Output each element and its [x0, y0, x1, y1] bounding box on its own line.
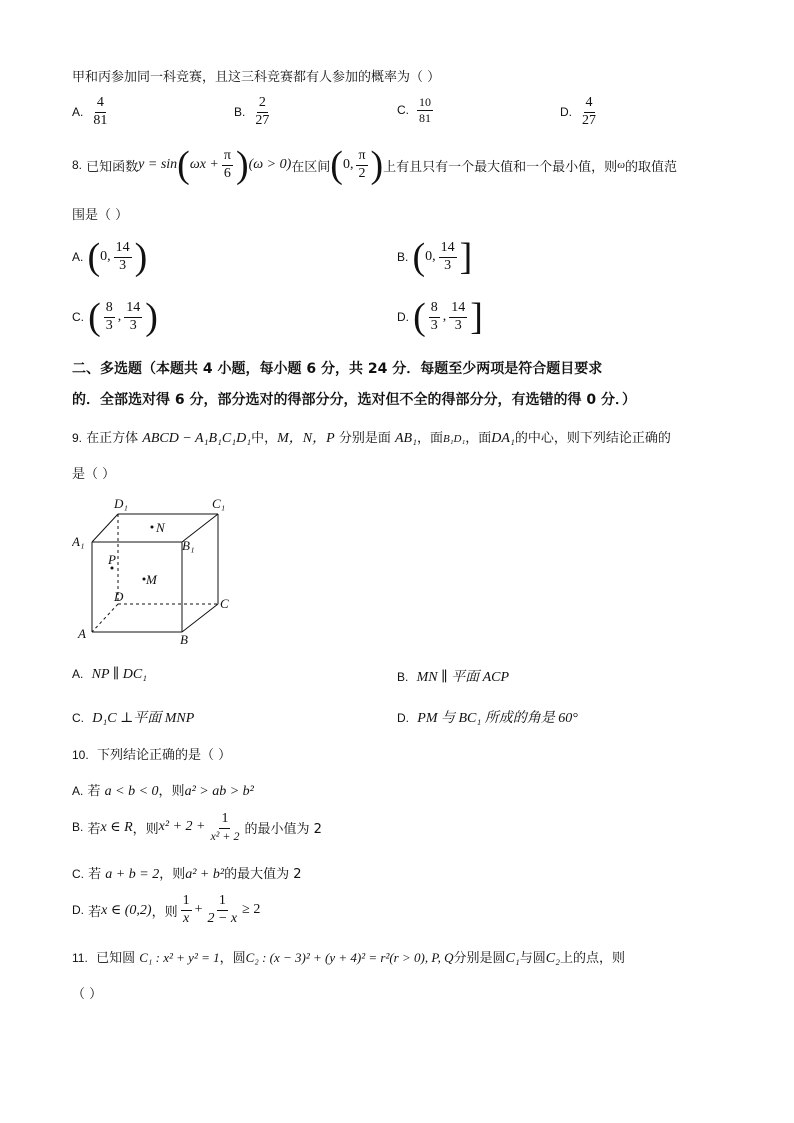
q8-stem: 8. 已知函数 y = sin ( ωx + $\frac{\pi}{6}$ ) (ω > 0) 在区间 ( 0, $\frac{\pi}{2}$ ) 上有且只有一个最大值和一个最小值，则 ω 的取值范 — [72, 144, 677, 186]
label-d: D — [114, 589, 124, 604]
fraction: $\frac{1}{\text{x² + 2}}$ — [210, 811, 240, 843]
fraction: $\frac{14}{3}$ — [115, 239, 130, 273]
q10-option-b[interactable]: B. 若 x ∈ R ，则 x² + 2 + $\frac{1}{\text{x² + 2}}$ 的最小值为 2 — [72, 811, 322, 843]
fraction: $\frac{2}{27}$ — [255, 95, 270, 128]
q10-option-d[interactable]: D. 若 x ∈ (0,2) ，则 $\frac{1}{x}$ + $\frac{1}{2 - x}$ ≥ 2 — [72, 893, 261, 926]
label-a: A — [78, 626, 86, 641]
q11-stem: 11. 已知圆 C₁ : x² + y² = 1，圆C₂ : (x − 3)² + (y + 4)² = r²(r > 0), P, Q分别是圆C₁与圆C₂上的点，则 — [72, 950, 625, 966]
fraction: $\frac{10}{81}$ — [419, 95, 431, 125]
cube-figure — [72, 492, 242, 652]
q8-stem-cont: 围是（ ） — [72, 208, 129, 223]
label-b1: B₁ — [182, 538, 195, 553]
q8-option-c[interactable]: C. ( $\frac{8}{3}$ , $\frac{14}{3}$ ) — [72, 296, 158, 338]
point-n — [151, 526, 154, 529]
section-heading-line1: 二、多选题（本题共 4 小题，每小题 6 分，共 24 分．每题至少两项是符合题目要求 — [72, 361, 603, 377]
q7-stem: 甲和丙参加同一科竞赛，且这三科竞赛都有人参加的概率为（ ） — [72, 70, 441, 85]
fraction: $\frac{4}{27}$ — [582, 95, 596, 128]
q9-option-b[interactable]: B. MN ∥ 平面 ACP — [397, 670, 510, 685]
q7-option-b[interactable]: B. $\frac{2}{27}$ — [234, 95, 270, 128]
label-c1: C₁ — [212, 496, 226, 511]
q8-option-a[interactable]: A. ( 0, $\frac{14}{3}$ ) — [72, 236, 148, 278]
fraction: $\frac{4}{81}$ — [93, 95, 108, 128]
q9-option-c[interactable]: C. D₁C ⊥平面 MNP — [72, 711, 195, 726]
label-n: N — [156, 520, 165, 535]
fraction: $\frac{14}{3}$ — [451, 299, 466, 333]
q10-stem: 10. 下列结论正确的是（ ） — [72, 748, 232, 763]
q11-stem-cont: （ ） — [72, 987, 103, 1002]
fraction: $\frac{14}{3}$ — [440, 239, 455, 273]
q9-stem-cont: 是（ ） — [72, 467, 116, 482]
section-heading-line2: 的．全部选对得 6 分，部分选对的得部分分，选对但不全的得部分分，有选错的得 0 分．） — [72, 392, 636, 408]
q9-stem: 9. 在正方体 ABCD − A₁B₁C₁D₁中，M，N，P 分别是面 AB₁，面B₁D₁，面DA₁的中心，则下列结论正确的 — [72, 431, 671, 446]
edge-da-hidden — [92, 604, 118, 632]
q10-option-a[interactable]: A. 若 a < b < 0，则a² > ab > b² — [72, 784, 254, 799]
q7-option-a[interactable]: A. $\frac{4}{81}$ — [72, 95, 108, 128]
label-m: M — [146, 572, 157, 587]
label-c: C — [220, 596, 229, 611]
edge-a1d1 — [92, 514, 118, 542]
q9-option-a[interactable]: A. NP ∥ DC₁ — [72, 667, 148, 682]
edge-cb — [182, 604, 218, 632]
label-a1: A₁ — [72, 534, 85, 549]
q7-option-c[interactable]: C. $\frac{10}{81}$ — [397, 95, 431, 125]
q8-option-b[interactable]: B. ( 0, $\frac{14}{3}$ ] — [397, 236, 473, 278]
fraction: $\frac{8}{3}$ — [105, 299, 113, 333]
fraction: $\frac{1}{x}$ — [182, 893, 190, 926]
fraction: $\frac{\pi}{2}$ — [358, 147, 366, 181]
q7-option-d[interactable]: D. $\frac{4}{27}$ — [560, 95, 596, 128]
fraction: $\frac{8}{3}$ — [430, 299, 438, 333]
label-p: P — [108, 552, 116, 567]
fraction: $\frac{1}{2 - x}$ — [207, 893, 238, 926]
fraction: $\frac{14}{3}$ — [126, 299, 141, 333]
label-d1: D₁ — [114, 496, 128, 511]
fraction: $\frac{\pi}{6}$ — [223, 147, 231, 181]
label-b: B — [180, 632, 188, 647]
q9-option-d[interactable]: D. PM 与 BC₁ 所成的角是 60° — [397, 711, 578, 726]
q10-option-c[interactable]: C. 若 a + b = 2，则a² + b²的最大值为 2 — [72, 867, 302, 882]
q8-option-d[interactable]: D. ( $\frac{8}{3}$ , $\frac{14}{3}$ ] — [397, 296, 483, 338]
